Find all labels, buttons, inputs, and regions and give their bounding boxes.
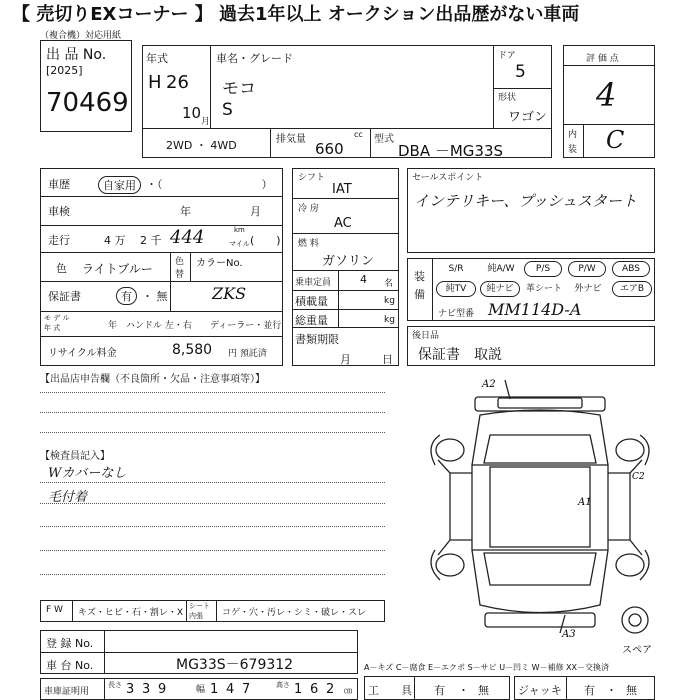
seller-report-label: 【出品店申告欄（不良箇所・欠品・注意事項等）】 bbox=[40, 374, 265, 385]
ac-label: 冷 房 bbox=[298, 204, 319, 214]
model-code-label: 型式 bbox=[374, 134, 394, 145]
equip-navi: 純ナビ bbox=[480, 281, 520, 297]
chassis-value: MG33S－679312 bbox=[176, 657, 294, 673]
year-value: 26 bbox=[166, 72, 189, 93]
inspector-label: 【検査員記入】 bbox=[40, 451, 110, 462]
shift-value: IAT bbox=[332, 182, 352, 197]
equip-ext-navi: 外ナビ bbox=[574, 284, 602, 294]
cert-length-2: 3 bbox=[142, 682, 151, 697]
cert-width-3: 7 bbox=[242, 682, 251, 697]
mileage-unit-mile: マイル bbox=[229, 240, 250, 248]
warranty-none: ・ 無 bbox=[142, 290, 168, 303]
year-era: H bbox=[148, 72, 162, 93]
equip-tv: 純TV bbox=[436, 281, 476, 297]
year-label: 年式 bbox=[146, 52, 168, 65]
inspection-year: 年 bbox=[180, 205, 191, 218]
color-label: 色 bbox=[56, 262, 67, 275]
car-name: モコ bbox=[222, 79, 256, 99]
seat-label-2: 内張 bbox=[189, 612, 203, 620]
displacement-value: 660 bbox=[315, 140, 344, 158]
model-row-handle: ハンドル 左・右 bbox=[126, 321, 192, 331]
mark-a2: A2 bbox=[482, 379, 496, 390]
shift-label: シフト bbox=[298, 173, 326, 183]
color-no-value: ZKS bbox=[212, 284, 247, 303]
mileage-unit-km: km bbox=[234, 226, 245, 234]
shape-label: 形状 bbox=[498, 93, 517, 103]
banner: 【 売切りEXコーナー 】 過去1年以上 オークション出品歴がない車両 bbox=[12, 4, 580, 25]
mark-c2: C2 bbox=[632, 472, 645, 482]
jack-sep: ・ bbox=[606, 684, 617, 697]
load-label: 積載量 bbox=[295, 295, 328, 308]
equipment-label-1: 装 bbox=[414, 270, 425, 283]
reg-no-label: 登 録 No. bbox=[46, 637, 94, 650]
ac-value: AC bbox=[334, 216, 352, 231]
capacity-value: 4 bbox=[360, 273, 367, 286]
equip-abs: ABS bbox=[612, 261, 650, 277]
cert-width-label: 幅 bbox=[196, 685, 206, 695]
tools-has: 有 bbox=[434, 684, 445, 697]
mileage-paren: ( ) bbox=[250, 234, 281, 247]
history-circled: 自家用 bbox=[98, 176, 141, 194]
inspection-label: 車検 bbox=[48, 205, 70, 218]
equipment-label-2: 備 bbox=[414, 288, 425, 301]
car-grade: S bbox=[222, 100, 233, 120]
cert-height-1: 1 bbox=[294, 682, 303, 697]
cert-width-1: 1 bbox=[210, 682, 219, 697]
docs-day: 日 bbox=[382, 353, 393, 366]
equip-pw: P/W bbox=[568, 261, 606, 277]
jack-label: ジャッキ bbox=[518, 684, 562, 697]
model-code-value: DBA －MG33S bbox=[398, 142, 504, 160]
car-name-label: 車名・グレード bbox=[216, 52, 293, 65]
jack-none: 無 bbox=[626, 684, 637, 697]
total-weight-unit: kg bbox=[384, 315, 395, 325]
year-month: 10 bbox=[182, 104, 202, 122]
inspection-month: 月 bbox=[250, 205, 261, 218]
tools-sep: ・ bbox=[458, 684, 469, 697]
color-no-label: カラーNo. bbox=[196, 258, 243, 269]
history-value bbox=[98, 176, 141, 194]
spare-label: スペア bbox=[622, 645, 652, 656]
interior-label-1: 内 bbox=[568, 130, 578, 140]
mark-a1: A1 bbox=[578, 497, 592, 508]
model-row-l1: モ デ ル bbox=[44, 314, 70, 322]
recycle-label: リサイクル料金 bbox=[48, 348, 117, 359]
color-value: ライトブルー bbox=[82, 262, 153, 276]
navi-model-label: ナビ型番 bbox=[438, 309, 475, 319]
equip-ps: P/S bbox=[524, 261, 562, 277]
cert-unit: ㎝ bbox=[344, 686, 352, 695]
seat-items: コゲ・穴・汚レ・シミ・破レ・スレ bbox=[222, 608, 367, 618]
warranty-circled: 有 bbox=[116, 287, 137, 305]
warranty-label: 保証書 bbox=[48, 290, 81, 303]
cert-height-label: 高さ bbox=[276, 681, 290, 689]
tools-label: 工 具 bbox=[368, 684, 412, 697]
capacity-unit: 名 bbox=[384, 279, 394, 289]
model-row-year: 年 bbox=[108, 321, 118, 331]
cert-width-2: 4 bbox=[226, 682, 235, 697]
doors-value: 5 bbox=[515, 62, 526, 82]
recycle-value: 8,580 bbox=[172, 342, 213, 358]
history-rest: ・（ ） bbox=[146, 178, 273, 191]
paper-note: （複合機）対応用紙 bbox=[40, 31, 122, 41]
lot-number: 70469 bbox=[46, 88, 129, 118]
year-month-suffix: 月 bbox=[201, 117, 211, 127]
equip-alloy: 純A/W bbox=[487, 264, 515, 274]
equip-leather: 革シート bbox=[525, 284, 562, 294]
later-text: 保証書 取説 bbox=[418, 347, 502, 363]
load-unit: kg bbox=[384, 296, 395, 306]
grade-score: 4 bbox=[596, 76, 617, 114]
model-row-dealer: ディーラー・並行 bbox=[210, 321, 282, 331]
fw-label: F W bbox=[46, 605, 63, 615]
cert-length-label: 長さ bbox=[108, 681, 122, 689]
cert-length-1: 3 bbox=[126, 682, 135, 697]
later-label: 後日品 bbox=[412, 331, 440, 341]
mileage-hand: 444 bbox=[170, 227, 205, 248]
shape-value: ワゴン bbox=[508, 110, 548, 125]
damage-legend: A－キズ C－腐食 E－エクボ S－サビ U－凹ミ W－補修 XX－交換済 bbox=[364, 663, 610, 672]
mileage-sen: 2 千 bbox=[140, 234, 162, 247]
car-diagram bbox=[410, 375, 660, 640]
navi-model-value: MM114D-A bbox=[488, 300, 582, 319]
mark-a3: A3 bbox=[562, 629, 576, 640]
mileage-label: 走行 bbox=[48, 234, 70, 247]
inspector-line-2: 毛付着 bbox=[48, 490, 88, 505]
fuel-label: 燃 料 bbox=[298, 239, 319, 249]
capacity-label: 乗車定員 bbox=[295, 278, 332, 288]
history-label: 車歴 bbox=[48, 178, 70, 191]
mileage-man: 4 万 bbox=[104, 234, 126, 247]
cert-height-3: 2 bbox=[326, 682, 335, 697]
sales-point-label: セールスポイント bbox=[412, 173, 484, 183]
inspector-line-1: Wカバーなし bbox=[48, 466, 127, 481]
equip-airbag: エアB bbox=[612, 281, 652, 297]
equip-sr: S/R bbox=[448, 264, 464, 274]
sales-point-text: インテリキー、プッシュスタート bbox=[414, 192, 638, 210]
drive-text: 2WD ・ 4WD bbox=[166, 139, 237, 152]
lot-year-tag: [2025] bbox=[46, 64, 83, 77]
recycle-unit: 円 預託済 bbox=[228, 349, 267, 359]
fw-items: キズ・ヒビ・石・割レ・X bbox=[78, 608, 183, 618]
lot-label: 出 品 No. bbox=[46, 47, 107, 63]
seat-label-1: シート bbox=[189, 602, 210, 610]
displacement-unit: cc bbox=[354, 130, 363, 139]
docs-label: 書類期限 bbox=[295, 333, 339, 346]
total-weight-label: 総重量 bbox=[295, 314, 328, 327]
warranty-has bbox=[116, 287, 137, 305]
jack-has: 有 bbox=[584, 684, 595, 697]
grade-label: 評 価 点 bbox=[586, 54, 619, 64]
interior-label-2: 装 bbox=[568, 145, 578, 155]
model-row-l2: 年 式 bbox=[44, 324, 61, 332]
docs-month: 月 bbox=[340, 353, 351, 366]
cert-label: 車庫証明用 bbox=[44, 687, 90, 697]
displacement-label: 排気量 bbox=[276, 134, 306, 145]
chassis-label: 車 台 No. bbox=[46, 659, 94, 672]
color-change-1: 色 bbox=[175, 257, 185, 267]
cert-length-3: 9 bbox=[158, 682, 167, 697]
doors-label: ドア bbox=[498, 51, 516, 61]
tools-none: 無 bbox=[478, 684, 489, 697]
color-change-2: 替 bbox=[175, 270, 185, 280]
cert-height-2: 6 bbox=[310, 682, 319, 697]
fuel-value: ガソリン bbox=[322, 254, 375, 269]
interior-score: C bbox=[606, 126, 625, 154]
